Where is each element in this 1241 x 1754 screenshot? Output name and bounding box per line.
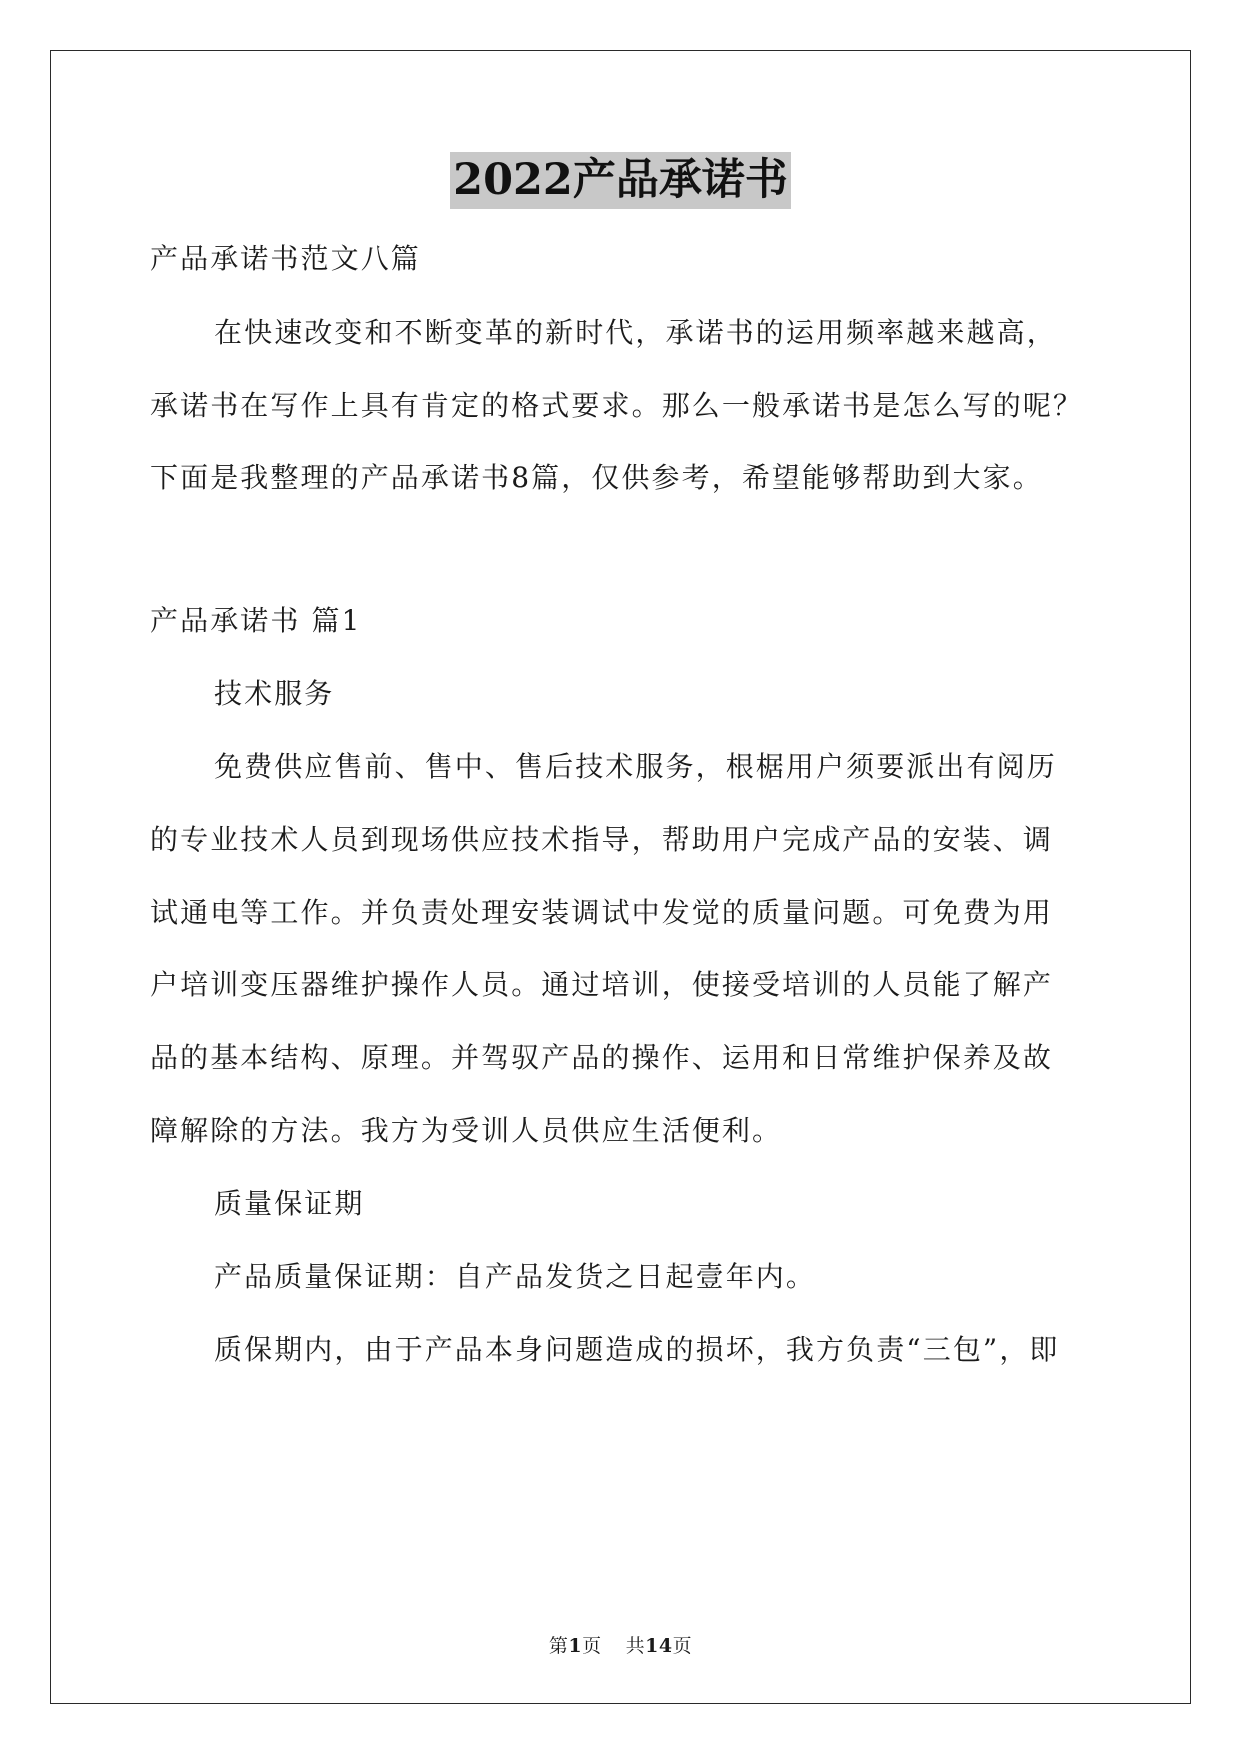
- footer-total-pages: 14: [645, 1635, 673, 1657]
- title-container: [0, 152, 1241, 209]
- tech-service-heading: 技术服务: [214, 677, 335, 710]
- section-heading: 产品承诺书 篇1: [150, 604, 362, 637]
- tech-body-line-1: 免费供应售前、售中、售后技术服务，根椐用户须要派出有阅历: [214, 750, 1057, 783]
- tech-body-line-3: 试通电等工作。并负责处理安装调试中发觉的质量问题。可免费为用: [150, 896, 1054, 929]
- page-footer: [0, 1635, 1241, 1657]
- document-title: 2022产品承诺书: [450, 152, 791, 209]
- footer-page-prefix: 第: [548, 1635, 569, 1657]
- tech-body-line-4: 户培训变压器维护操作人员。通过培训，使接受培训的人员能了解产: [150, 968, 1054, 1001]
- warranty-heading: 质量保证期: [214, 1187, 365, 1220]
- footer-page-number: 1: [568, 1635, 583, 1657]
- footer-page-suffix: 页: [582, 1635, 602, 1657]
- warranty-body-line: 质保期内，由于产品本身问题造成的损坏，我方负责“三包”，即: [214, 1333, 1060, 1366]
- tech-body-line-5: 品的基本结构、原理。并驾驭产品的操作、运用和日常维护保养及故: [150, 1041, 1054, 1074]
- subtitle: 产品承诺书范文八篇: [150, 242, 421, 275]
- footer-total-prefix: 共: [625, 1635, 646, 1657]
- tech-body-line-2: 的专业技术人员到现场供应技术指导，帮助用户完成产品的安装、调: [150, 823, 1054, 856]
- intro-line-3: 下面是我整理的产品承诺书8篇，仅供参考，希望能够帮助到大家。: [150, 461, 1043, 494]
- intro-line-1: 在快速改变和不断变革的新时代，承诺书的运用频率越来越高，: [214, 316, 1057, 349]
- page-border: [50, 50, 1191, 1704]
- footer-total-suffix: 页: [672, 1635, 693, 1657]
- warranty-period-line: 产品质量保证期：自产品发货之日起壹年内。: [214, 1260, 817, 1293]
- intro-line-2: 承诺书在写作上具有肯定的格式要求。那么一般承诺书是怎么写的呢？: [150, 389, 1084, 422]
- tech-body-line-6: 障解除的方法。我方为受训人员供应生活便利。: [150, 1114, 783, 1147]
